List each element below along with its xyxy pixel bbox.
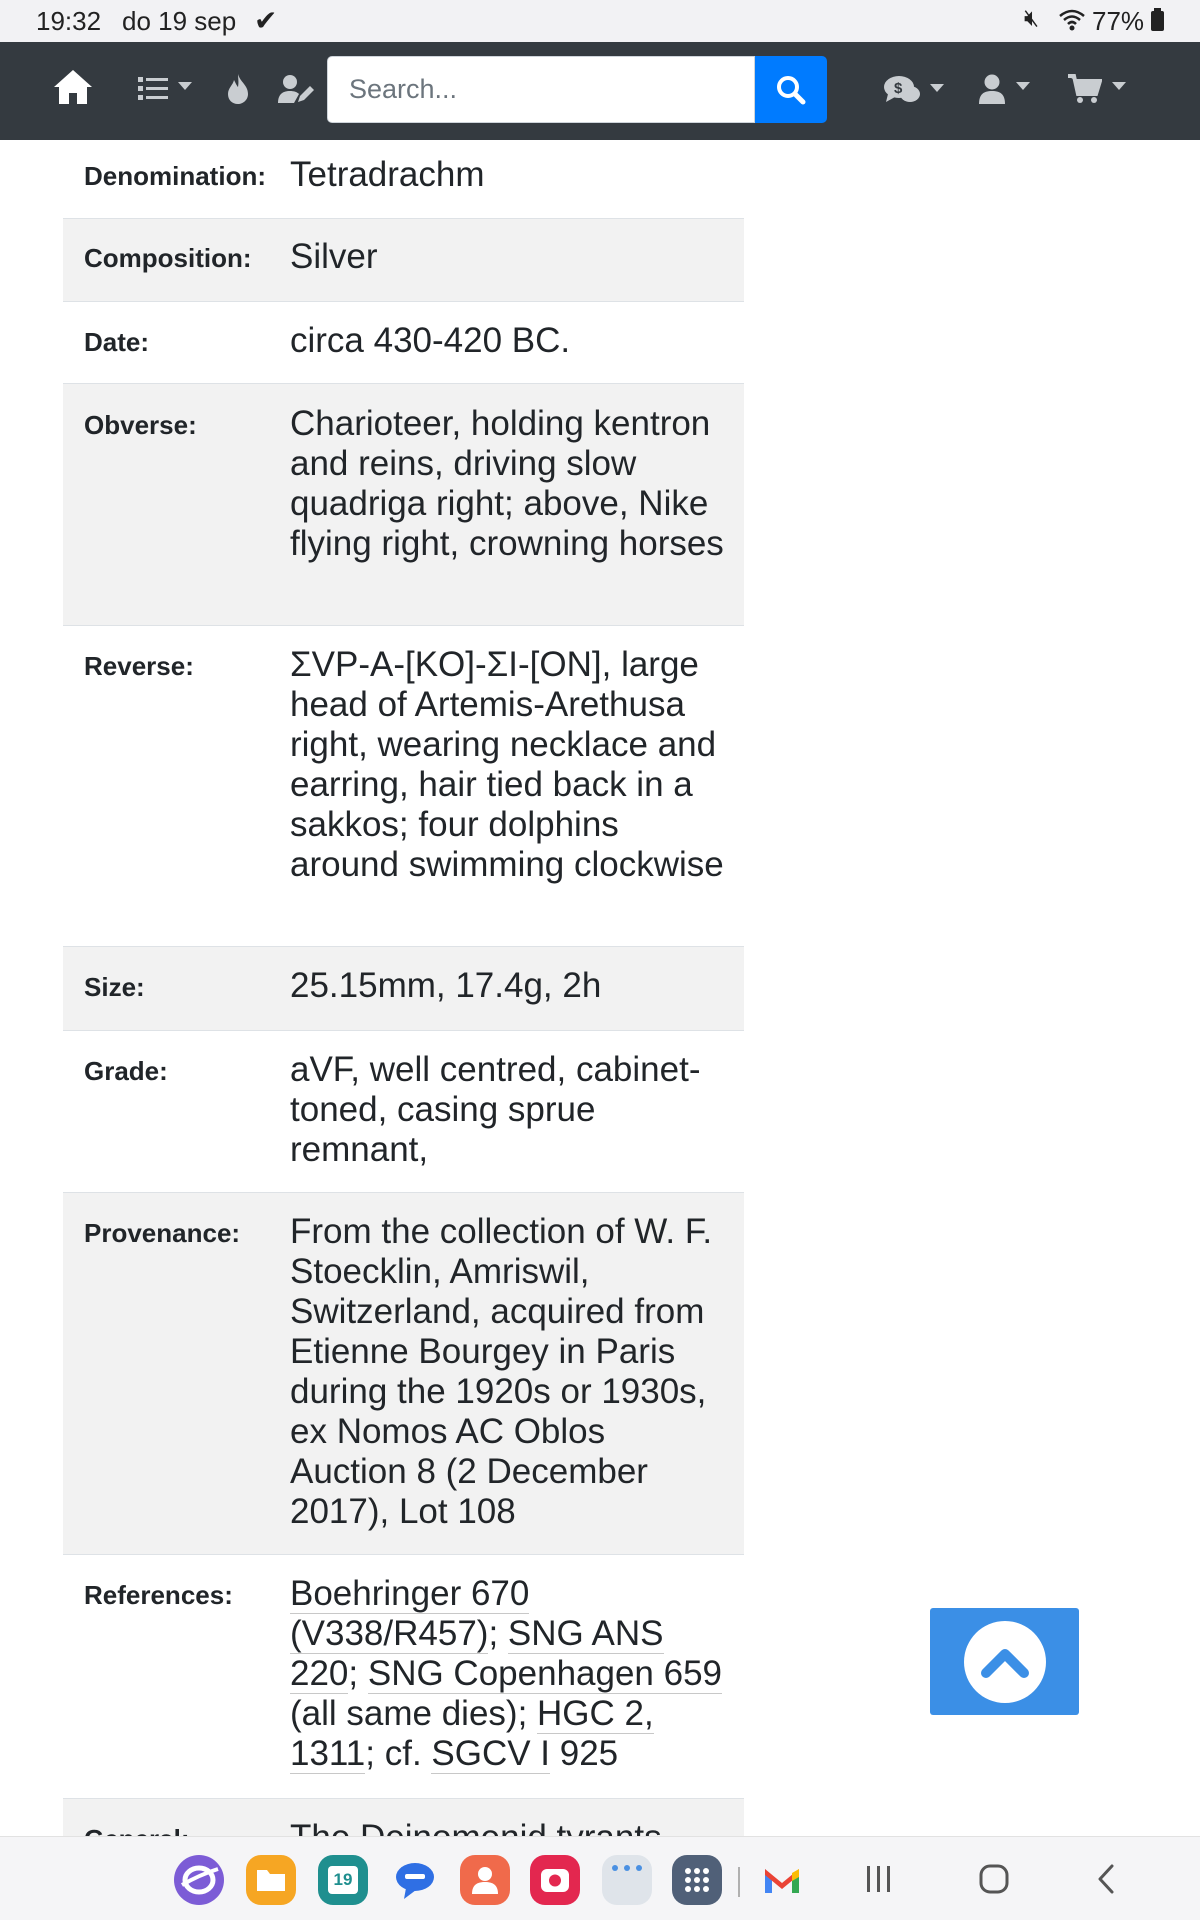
reference-separator: 925 [550, 1734, 619, 1773]
row-grade [63, 1031, 744, 1193]
currency-menu[interactable] [884, 74, 944, 111]
obverse-value: Charioteer, holding kentron and reins, driving slow quadriga right; above, Nike flying right, crowning horses [290, 404, 724, 563]
provenance-value: From the collection of W. F. Stoecklin, Amriswil, Switzerland, acquired from Etienne Bourgey in Paris during the 1920s or 1930s, ex Nomos AC Oblos Auction 8 (2 December 2017), Lot 108 [290, 1212, 713, 1531]
messages-app-icon[interactable] [390, 1855, 440, 1905]
mute-icon: 🔇︎ [1024, 5, 1040, 32]
chevron-down-icon [178, 82, 192, 90]
row-denomination [63, 140, 744, 219]
reference-separator: (all same dies); [290, 1694, 538, 1733]
user-edit-icon[interactable] [278, 74, 314, 109]
reference-link-sgcv[interactable]: SGCV I [431, 1734, 551, 1773]
search-button[interactable] [755, 56, 827, 123]
reference-link-sng-copenhagen[interactable]: SNG Copenhagen 659 [367, 1654, 723, 1693]
reference-separator: ; [348, 1654, 368, 1693]
date-value: circa 430-420 BC. [290, 321, 571, 360]
search-input[interactable] [327, 56, 755, 123]
reference-separator: ; [488, 1614, 508, 1653]
svg-text:$: $ [894, 80, 903, 97]
status-time: 19:32 [36, 6, 102, 36]
composition-value: Silver [290, 237, 378, 276]
reverse-label: Reverse: [84, 651, 194, 681]
row-reverse [63, 626, 744, 947]
cart-menu[interactable] [1068, 74, 1126, 109]
references-label: References: [84, 1580, 233, 1610]
back-icon[interactable] [1092, 1861, 1122, 1902]
app-drawer-icon[interactable] [672, 1855, 722, 1905]
references-value [290, 1555, 744, 1798]
account-menu[interactable] [978, 74, 1030, 109]
contacts-app-icon[interactable] [460, 1855, 510, 1905]
status-date: do 19 sep [122, 6, 237, 36]
fire-icon[interactable] [226, 73, 250, 110]
user-icon [978, 74, 1006, 104]
grade-value: aVF, well centred, cabinet-toned, casing sprue remnant, [290, 1050, 701, 1169]
camera-app-icon[interactable] [530, 1855, 580, 1905]
status-bar [0, 0, 1200, 42]
reverse-value: ΣVP-A-[KO]-ΣI-[ON], large head of Artemis-Arethusa right, wearing necklace and earring, hair tied back in a sakkos; four dolphins around swimming clockwise [290, 645, 724, 884]
comments-dollar-icon [884, 74, 920, 106]
android-dock [0, 1836, 1200, 1920]
checkmark-icon: ✔ [254, 5, 278, 36]
home-button-icon[interactable] [976, 1861, 1012, 1902]
cart-icon [1068, 74, 1102, 104]
gmail-app-icon[interactable] [757, 1855, 807, 1905]
chevron-up-icon [964, 1621, 1046, 1703]
grade-label: Grade: [84, 1056, 168, 1086]
my-files-app-icon[interactable] [246, 1855, 296, 1905]
recents-icon[interactable] [864, 1861, 894, 1902]
internet-app-icon[interactable] [174, 1855, 224, 1905]
back-to-top-button[interactable] [930, 1608, 1079, 1715]
chevron-down-icon [930, 84, 944, 92]
categories-menu[interactable] [138, 76, 192, 107]
coin-details-table [63, 140, 744, 1919]
reference-separator: ; cf. [365, 1734, 432, 1773]
row-provenance [63, 1193, 744, 1555]
dock-divider [738, 1867, 740, 1897]
composition-label: Composition: [84, 243, 252, 273]
denomination-label: Denomination: [84, 161, 266, 191]
size-label: Size: [84, 972, 145, 1002]
battery-icon [1151, 11, 1164, 31]
calendar-day: 19 [333, 1870, 353, 1889]
size-value: 25.15mm, 17.4g, 2h [290, 966, 602, 1005]
provenance-label: Provenance: [84, 1218, 241, 1248]
reference-link-hgc[interactable]: HGC 2, 1311 [290, 1694, 654, 1773]
date-label: Date: [84, 327, 150, 357]
row-obverse [63, 384, 744, 626]
navbar [0, 42, 1200, 140]
row-composition [63, 219, 744, 302]
chevron-down-icon [1016, 82, 1030, 90]
chevron-down-icon [1112, 82, 1126, 90]
obverse-label: Obverse: [84, 410, 197, 440]
reference-link-boehringer[interactable]: Boehringer 670 (V338/R457) [290, 1574, 530, 1653]
reference-link-sng-ans[interactable]: SNG ANS 220 [290, 1614, 664, 1693]
list-icon [138, 76, 168, 102]
search-icon [776, 75, 806, 105]
app-folder-icon[interactable] [602, 1855, 652, 1905]
battery-level: 77% [1092, 6, 1145, 36]
home-icon[interactable] [52, 68, 94, 111]
calendar-app-icon[interactable] [318, 1855, 368, 1905]
wifi-icon [1058, 8, 1086, 39]
row-references [63, 1555, 744, 1799]
row-size [63, 947, 744, 1031]
row-date [63, 302, 744, 384]
denomination-value: Tetradrachm [290, 155, 485, 194]
